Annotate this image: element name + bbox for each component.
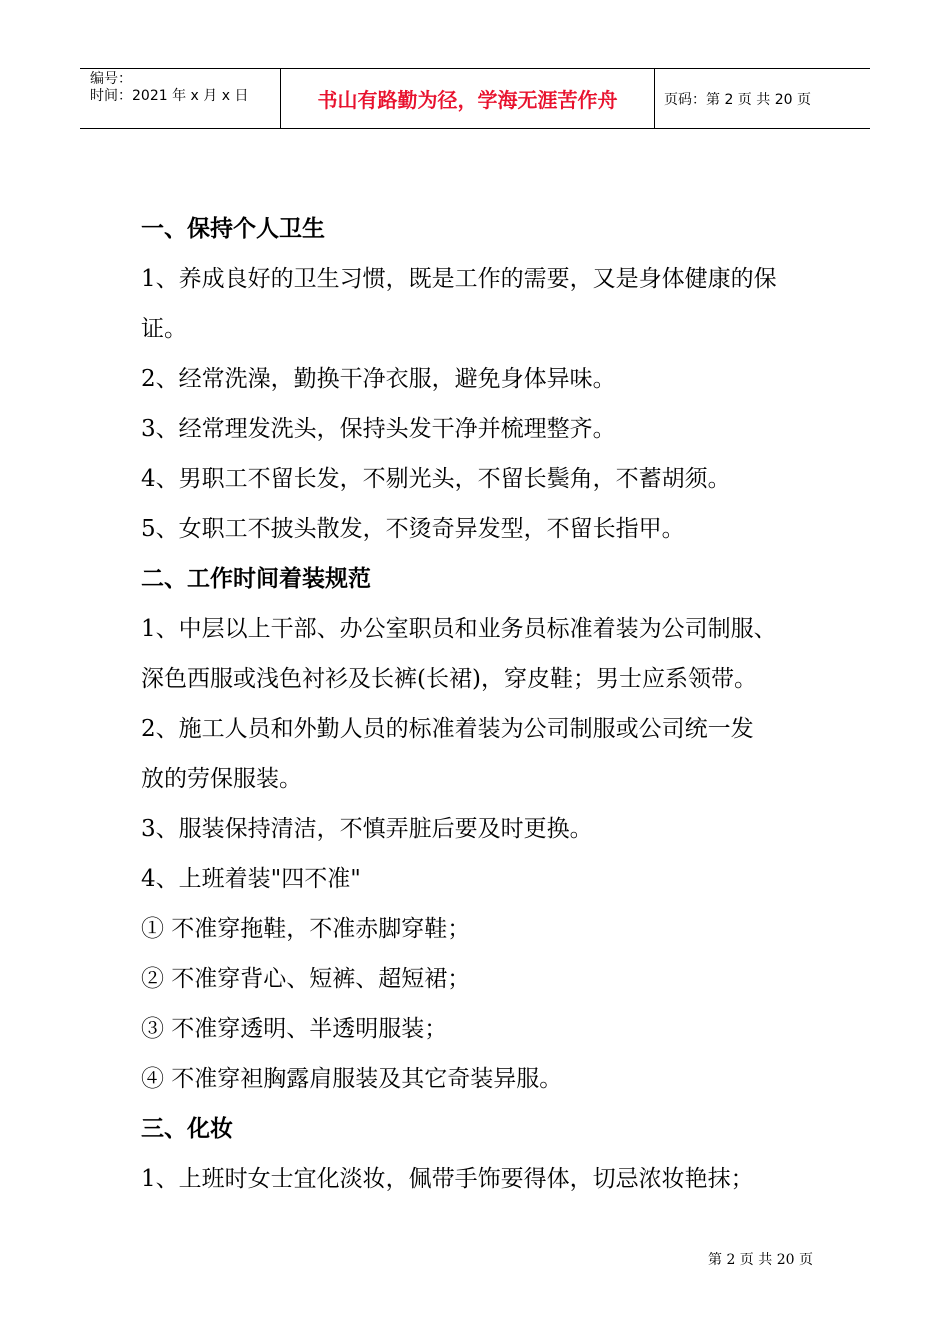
paragraph-line: 深色西服或浅色衬衫及长裤(长裙)，穿皮鞋；男士应系领带。 [141, 666, 757, 692]
paragraph-line: 1、上班时女士宜化淡妆，佩带手饰要得体，切忌浓妆艳抹； [141, 1166, 754, 1192]
paragraph-line: 1、养成良好的卫生习惯，既是工作的需要，又是身体健康的保 [141, 266, 777, 292]
paragraph-line: 3、服装保持清洁，不慎弄脏后要及时更换。 [141, 816, 593, 842]
list-item: ④ 不准穿袒胸露肩服装及其它奇装异服。 [141, 1066, 563, 1092]
document-date: 时间：2021 年 x 月 x 日 [90, 88, 249, 104]
section-heading: 一、保持个人卫生 [141, 216, 325, 242]
header-motto-cell [281, 69, 655, 128]
page-footer: 第 2 页 共 20 页 [708, 1252, 813, 1268]
document-number-label: 编号： [90, 71, 132, 87]
paragraph-line: 4、男职工不留长发，不剔光头，不留长鬓角，不蓄胡须。 [141, 466, 731, 492]
document-body [141, 204, 831, 1204]
list-item: ① 不准穿拖鞋，不准赤脚穿鞋； [141, 916, 471, 942]
paragraph-line: 1、中层以上干部、办公室职员和业务员标准着装为公司制服、 [141, 616, 777, 642]
paragraph-line: 证。 [141, 316, 187, 342]
paragraph-line: 2、经常洗澡，勤换干净衣服，避免身体异味。 [141, 366, 616, 392]
list-item: ③ 不准穿透明、半透明服装； [141, 1016, 448, 1042]
paragraph-line: 2、施工人员和外勤人员的标准着装为公司制服或公司统一发 [141, 716, 754, 742]
header-motto: 书山有路勤为径，学海无涯苦作舟 [317, 88, 618, 112]
paragraph-line: 5、女职工不披头散发，不烫奇异发型，不留长指甲。 [141, 516, 685, 542]
header-page-cell [655, 69, 870, 128]
section-heading: 三、化妆 [141, 1116, 233, 1142]
section-heading: 二、工作时间着装规范 [141, 566, 371, 592]
list-item: ② 不准穿背心、短裤、超短裙； [141, 966, 471, 992]
header-meta [80, 69, 281, 128]
paragraph-line: 3、经常理发洗头，保持头发干净并梳理整齐。 [141, 416, 616, 442]
header-page-number: 页码：第 2 页 共 20 页 [664, 91, 811, 108]
page-header [80, 68, 870, 129]
paragraph-line: 4、上班着装"四不准" [141, 866, 361, 892]
paragraph-line: 放的劳保服装。 [141, 766, 302, 792]
